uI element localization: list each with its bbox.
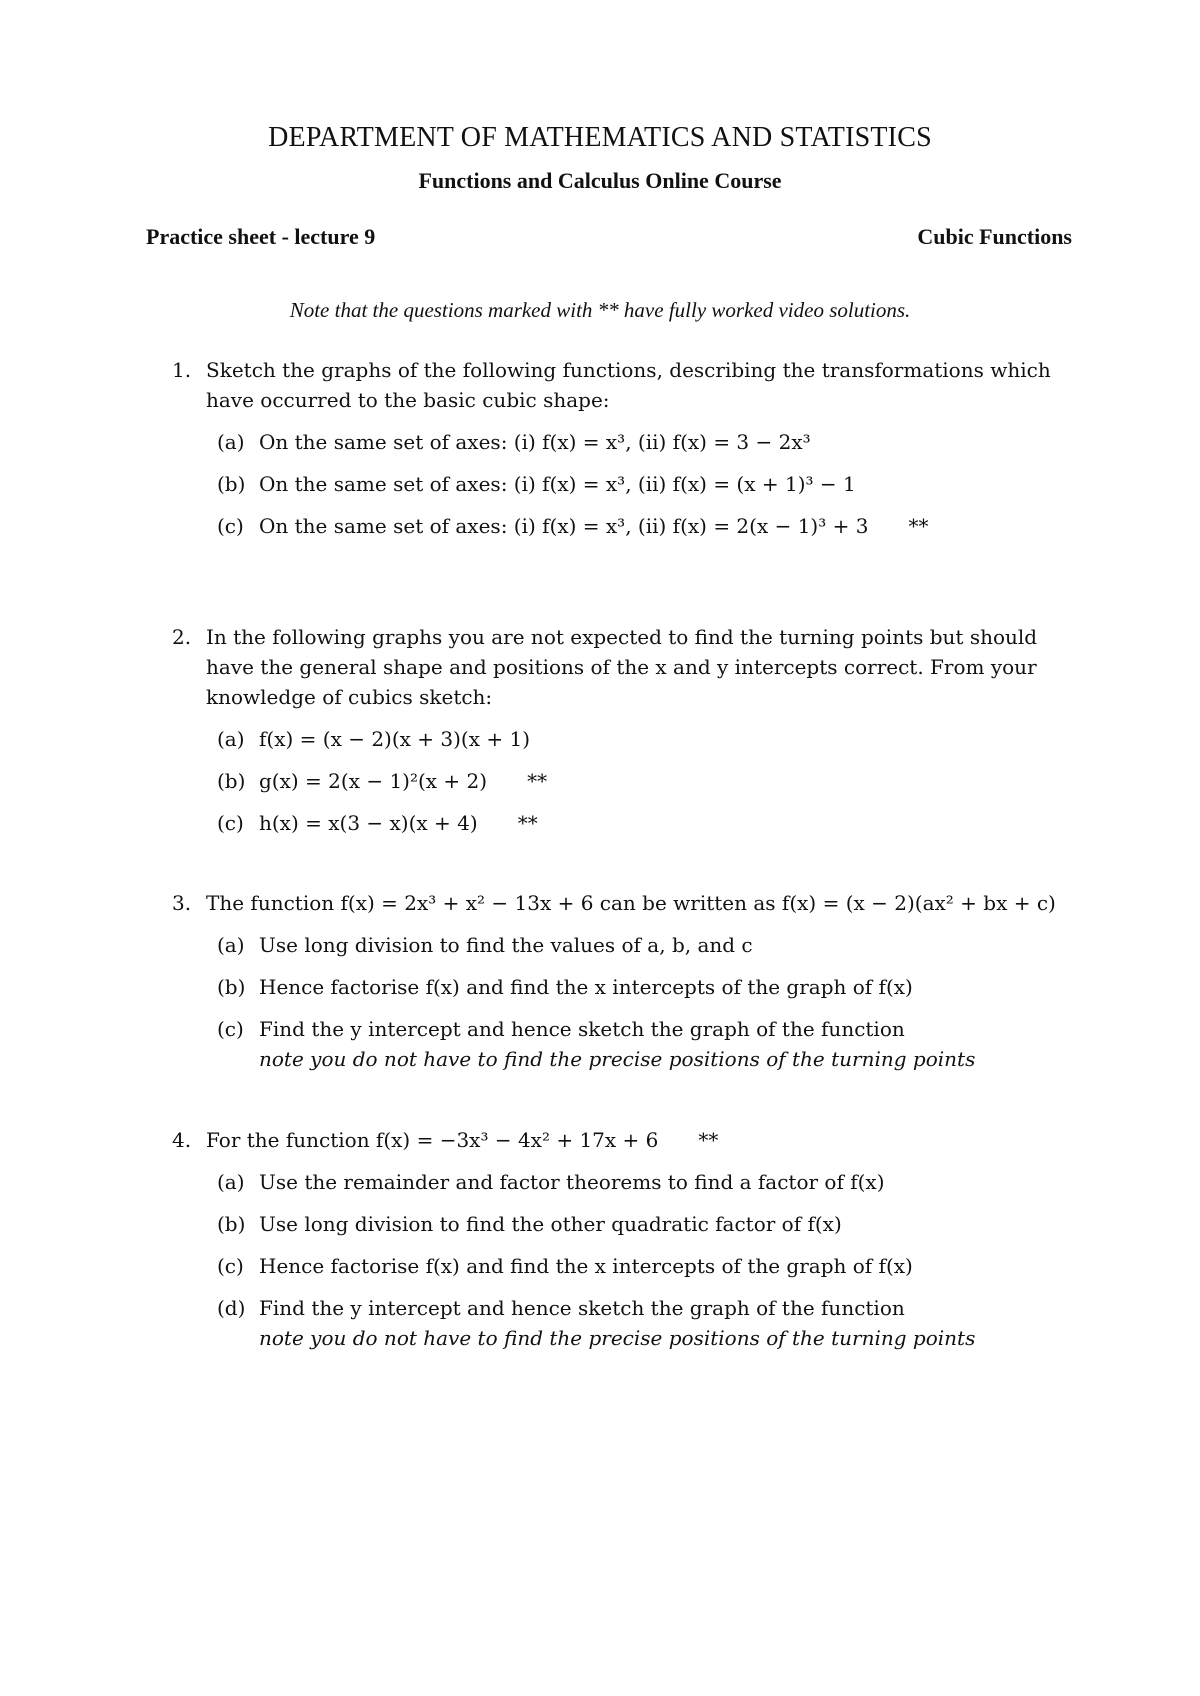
question-part bbox=[217, 724, 1072, 754]
question-number: 1. bbox=[172, 358, 192, 382]
part-label: (c) bbox=[217, 1254, 244, 1278]
video-solution-marker: ** bbox=[698, 1128, 719, 1152]
turning-points-note: note you do not have to find the precise positions of the turning points bbox=[259, 1326, 976, 1350]
part-text: Use the remainder and factor theorems to find a factor of f(x) bbox=[259, 1170, 885, 1194]
question-3 bbox=[172, 888, 1072, 1074]
part-label: (a) bbox=[217, 933, 245, 957]
part-label: (c) bbox=[217, 811, 244, 835]
question-part bbox=[217, 972, 1072, 1002]
question-part bbox=[217, 1251, 1072, 1281]
part-text: Hence factorise f(x) and find the x intercepts of the graph of f(x) bbox=[259, 975, 913, 999]
question-part bbox=[217, 469, 1072, 499]
video-solution-marker: ** bbox=[908, 514, 929, 538]
part-text: Find the y intercept and hence sketch the graph of the function bbox=[259, 1296, 905, 1320]
part-label: (b) bbox=[217, 472, 246, 496]
part-text: Find the y intercept and hence sketch the graph of the function bbox=[259, 1017, 905, 1041]
question-part bbox=[217, 766, 1072, 796]
question-stem: For the function f(x) = −3x³ − 4x² + 17x + 6 bbox=[206, 1128, 659, 1152]
question-part bbox=[217, 427, 1072, 457]
part-label: (a) bbox=[217, 727, 245, 751]
question-stem: The function f(x) = 2x³ + x² − 13x + 6 can be written as f(x) = (x − 2)(ax² + bx + c) bbox=[206, 891, 1056, 915]
question-part bbox=[217, 930, 1072, 960]
part-text: Use long division to find the values of a, b, and c bbox=[259, 933, 753, 957]
part-text: g(x) = 2(x − 1)²(x + 2) bbox=[259, 769, 488, 793]
sheet-title: Practice sheet - lecture 9 bbox=[146, 224, 376, 249]
part-label: (c) bbox=[217, 514, 244, 538]
part-text: On the same set of axes: (i) f(x) = x³, (ii) f(x) = 3 − 2x³ bbox=[259, 430, 811, 454]
part-text: On the same set of axes: (i) f(x) = x³, (ii) f(x) = 2(x − 1)³ + 3 bbox=[259, 514, 869, 538]
question-number: 2. bbox=[172, 625, 192, 649]
part-label: (b) bbox=[217, 769, 246, 793]
part-label: (a) bbox=[217, 430, 245, 454]
question-part bbox=[217, 511, 1072, 541]
question-number: 4. bbox=[172, 1128, 192, 1152]
part-text: Use long division to find the other quadratic factor of f(x) bbox=[259, 1212, 842, 1236]
question-number: 3. bbox=[172, 891, 192, 915]
question-stem: In the following graphs you are not expected to find the turning points but should have the general shape and positions of the x and y intercepts correct. From your knowledge of cubics sketch: bbox=[206, 625, 1038, 709]
question-part bbox=[217, 1293, 1072, 1353]
part-text: On the same set of axes: (i) f(x) = x³, (ii) f(x) = (x + 1)³ − 1 bbox=[259, 472, 856, 496]
part-label: (a) bbox=[217, 1170, 245, 1194]
topic-title: Cubic Functions bbox=[917, 224, 1072, 249]
question-2 bbox=[172, 622, 1072, 838]
part-label: (b) bbox=[217, 975, 246, 999]
question-1 bbox=[172, 355, 1072, 541]
part-label: (d) bbox=[217, 1296, 246, 1320]
question-part bbox=[217, 1209, 1072, 1239]
question-stem: Sketch the graphs of the following functions, describing the transformations which have occurred to the basic cubic shape: bbox=[206, 358, 1051, 412]
video-solution-marker: ** bbox=[527, 769, 548, 793]
part-text: h(x) = x(3 − x)(x + 4) bbox=[259, 811, 478, 835]
part-text: Hence factorise f(x) and find the x intercepts of the graph of f(x) bbox=[259, 1254, 913, 1278]
part-label: (c) bbox=[217, 1017, 244, 1041]
course-title: Functions and Calculus Online Course bbox=[418, 168, 782, 193]
video-solution-marker: ** bbox=[517, 811, 538, 835]
turning-points-note: note you do not have to find the precise positions of the turning points bbox=[259, 1047, 976, 1071]
part-label: (b) bbox=[217, 1212, 246, 1236]
question-part bbox=[217, 1167, 1072, 1197]
question-part bbox=[217, 808, 1072, 838]
question-4 bbox=[172, 1125, 1072, 1353]
video-solutions-note: Note that the questions marked with ** have fully worked video solutions. bbox=[289, 298, 911, 322]
part-text: f(x) = (x − 2)(x + 3)(x + 1) bbox=[259, 727, 531, 751]
question-part bbox=[217, 1014, 1072, 1074]
department-heading: DEPARTMENT OF MATHEMATICS AND STATISTICS bbox=[268, 122, 932, 153]
